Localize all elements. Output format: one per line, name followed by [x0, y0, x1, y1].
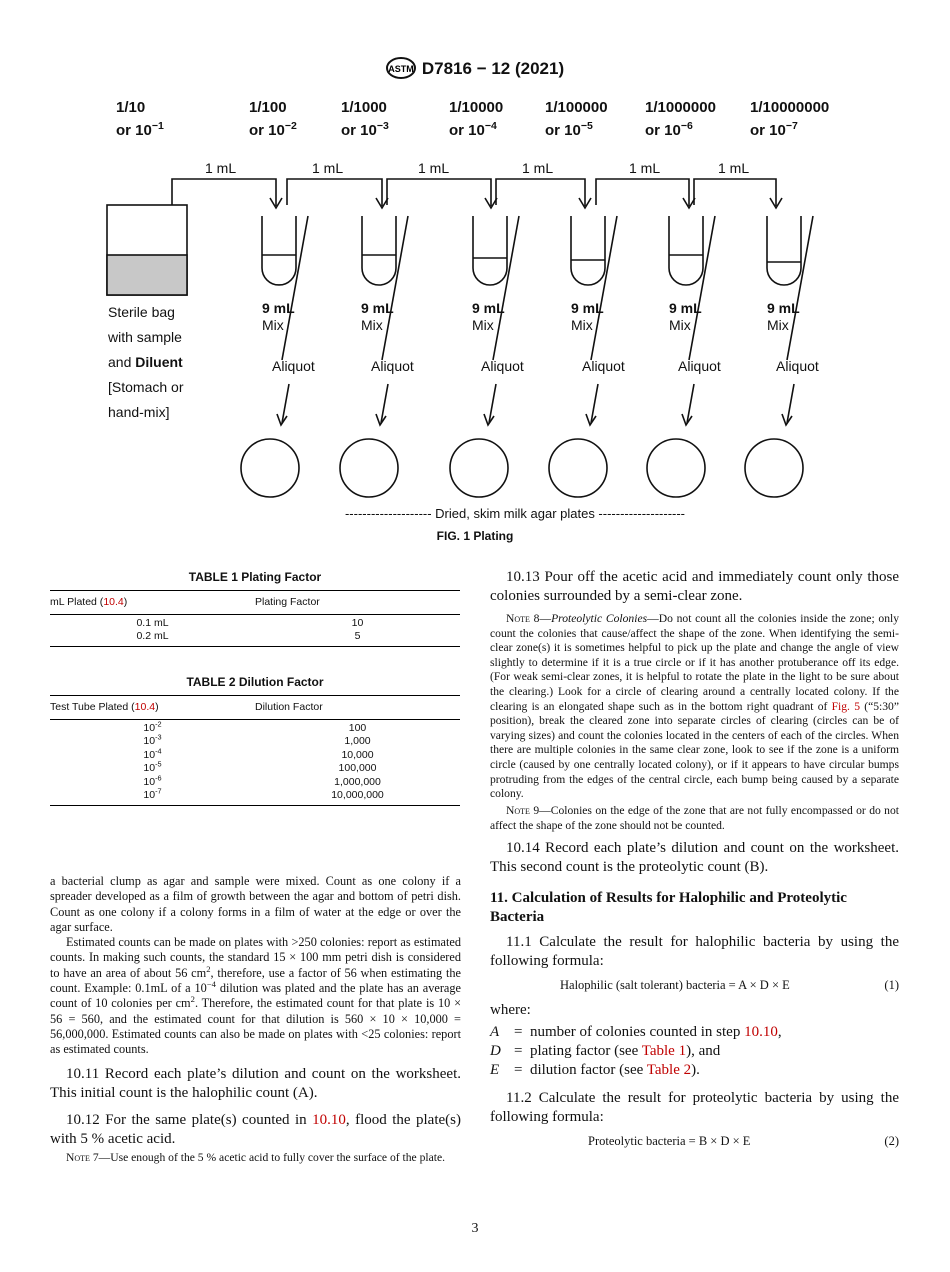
table-2 [50, 674, 460, 806]
test-tubes [262, 216, 813, 360]
left-column-text [50, 874, 461, 1165]
paragraph-11-2: 11.2 Calculate the result for proteolytic bacteria by using the following formula: [490, 1090, 899, 1126]
agar-plate [745, 439, 803, 497]
paragraph-10-13: 10.13 Pour off the acetic acid and immediately count only those colonies surrounded by a semi-clear zone. [490, 569, 899, 604]
dilution-label: 1/100000 or $10^{-5}$ [545, 99, 608, 139]
table-row: $10^{-5}$ 100,000 [143, 759, 377, 774]
definition-row: A = number of colonies counted in step 10.10, [490, 1024, 782, 1041]
section-link[interactable]: 10.10 [744, 1024, 778, 1041]
note-8: Note 8—Proteolytic Colonies—Do not count all the colonies inside the zone; only count the colonies that cause/affect the shape of the zone. When identifying the semi-clear zone(s) it is sometimes helpful to pick up the plate and change the angle of view slightly to determine if it is a true circle or if it has another protuberance off its edge. (For weak semi-clear zones, it is helpful to rotate the plate in the light to be sure about the clearing.) Look for a circle of clearing around a centrally located colony. If the clearing is an elongated shape such as in the bottom right quadrant of Fig. 5 (“5:30” position), break the cleared zone into separate circles of clearing (circles can be of varying sizes) and count the colonies located in the centers of each of the circles. When there are multiple colonies in the same clear zone, look to see if the zone is a uniform circle (caused by one centrally located colony), or if it appears to have circular bumps protruding from the edges of the central circle, each bump being caused by a separate colony. [490, 612, 900, 801]
tube-label: 9 mL Mix [571, 300, 604, 333]
tube-label: 9 mL Mix [361, 300, 394, 333]
definition-row: D = plating factor (see Table 1), and [490, 1043, 721, 1060]
paragraph-10-12: 10.12 For the same plate(s) counted in 10.10, flood the plate(s) with 5 % acetic acid. [50, 1111, 461, 1147]
tube-label: 9 mL Mix [262, 300, 295, 333]
dilution-label: 1/1000 or $10^{-3}$ [341, 99, 389, 139]
agar-plate [549, 439, 607, 497]
table-row: 0.2 mL 5 [50, 630, 460, 646]
table-row: $10^{-4}$ 10,000 [143, 746, 374, 761]
table-link[interactable]: Table 2 [646, 1062, 692, 1079]
table-link[interactable]: Table 1 [641, 1043, 687, 1060]
definition-row: E = dilution factor (see Table 2). [490, 1062, 700, 1079]
right-column-text [490, 568, 899, 1153]
agar-plate [340, 439, 398, 497]
sterile-bag [107, 205, 187, 295]
table-header: Plating Factor [255, 591, 460, 615]
tube-label: 9 mL Mix [767, 300, 800, 333]
note-9: Note 9—Colonies on the edge of the zone that are not fully encompassed or do not affect the shape of the zone should not be counted. [490, 803, 899, 832]
dilution-label: 1/10000 or $10^{-4}$ [449, 99, 504, 139]
figure-link[interactable]: Fig. 5 [831, 699, 860, 713]
section-link[interactable]: 10.4 [103, 596, 124, 608]
table-1 [50, 569, 460, 647]
transfer-label: 1 mL [522, 160, 554, 176]
table-title: TABLE 2 Dilution Factor [186, 675, 324, 689]
table-header: Dilution Factor [255, 696, 460, 720]
aliquot-label: Aliquot [272, 358, 315, 374]
transfer-label: 1 mL [629, 160, 661, 176]
dilution-label: 1/1000000 or $10^{-6}$ [645, 99, 716, 139]
figure-1-plating [0, 0, 950, 560]
plating-diagram [0, 0, 950, 560]
equation-2: Proteolytic bacteria = B × D × E (2) [588, 1134, 899, 1149]
table-row: $10^{-3}$ 1,000 [143, 732, 371, 747]
equation-1: Halophilic (salt tolerant) bacteria = A × D × E (1) [560, 978, 899, 993]
variable-definitions [490, 1023, 899, 1080]
table-row: $10^{-2}$ 100 [143, 719, 367, 734]
aliquot-label: Aliquot [481, 358, 524, 374]
aliquot-label: Aliquot [371, 358, 414, 374]
figure-caption: FIG. 1 Plating [436, 529, 514, 543]
dilution-label: 1/100 or $10^{-2}$ [249, 99, 297, 139]
paragraph-11-1: 11.1 Calculate the result for halophilic bacteria by using the following formula: [490, 934, 899, 970]
section-11-heading: 11. Calculation of Results for Halophilic and Proteolytic Bacteria [490, 890, 847, 926]
paragraph-10-14: 10.14 Record each plate’s dilution and count on the worksheet. This second count is the proteolytic count (B). [490, 840, 899, 876]
aliquot-arrows [277, 384, 794, 425]
bag-description: Sterile bag with sample and Diluent [Stomach or hand-mix] [108, 304, 184, 420]
standard-designation: D7816 − 12 (2021) [421, 59, 565, 78]
agar-plates [241, 439, 803, 497]
paragraph-10-11: 10.11 Record each plate’s dilution and count on the worksheet. This initial count is the halophilic count (A). [50, 1065, 461, 1101]
plates-label: -------------------- Dried, skim milk agar plates -------------------- [344, 506, 686, 521]
aliquot-label: Aliquot [776, 358, 819, 374]
table-header: Test Tube Plated (10.4) [50, 696, 255, 720]
paragraph: a bacterial clump as agar and sample were mixed. Count as one colony if a spreader developed as a film of growth between the agar and bottom of petri dish. Count as one colony if a colony forms in a film of water at the edge or over the agar surface. [50, 874, 461, 934]
agar-plate [241, 439, 299, 497]
table-title: TABLE 1 Plating Factor [188, 570, 322, 584]
paragraph: Estimated counts can be made on plates with >250 colonies: report as estimated counts. In making such counts, the standard 15 × 100 mm petri dish is considered to have an area of about 56 $cm^2$, therefore, use a factor of 56 when estimating the count. Example: 0.1mL of a $10^{-4}$ dilution was plated and the plate has an average count of 10 colonies per $cm^2$. Therefore, the estimated count for that plate is 10 × 56 = 560, and the estimated count for that dilution is 560 × 10 × 10,000 = 56,000,000. Estimated counts can also be made on plates with <25 colonies: report as estimated counts. [50, 935, 462, 1057]
table-row: 0.1 mL 10 [136, 616, 364, 629]
dilution-label: 1/10 or $10^{-1}$ [116, 99, 164, 139]
agar-plate [450, 439, 508, 497]
table-row: $10^{-6}$ 1,000,000 [143, 773, 381, 788]
section-link[interactable]: 10.4 [134, 701, 156, 713]
tube-label: 9 mL Mix [669, 300, 702, 333]
tube-label: 9 mL Mix [472, 300, 505, 333]
section-link[interactable]: 10.10 [312, 1111, 346, 1128]
agar-plate [647, 439, 705, 497]
transfer-label: 1 mL [312, 160, 344, 176]
transfer-label: 1 mL [718, 160, 750, 176]
dilution-label: 1/10000000 or $10^{-7}$ [750, 99, 830, 139]
aliquot-label: Aliquot [678, 358, 721, 374]
transfer-arrows [172, 179, 782, 208]
where-label: where: [490, 1002, 531, 1019]
note-7: Note 7—Use enough of the 5 % acetic acid to fully cover the surface of the plate. [66, 1150, 446, 1164]
table-row: $10^{-7}$ 10,000,000 [50, 789, 460, 805]
page-number: 3 [471, 1221, 479, 1236]
aliquot-label: Aliquot [582, 358, 625, 374]
transfer-label: 1 mL [418, 160, 450, 176]
table-header: mL Plated (10.4) [50, 591, 255, 615]
transfer-label: 1 mL [205, 160, 237, 176]
svg-text:ASTM: ASTM [388, 64, 414, 74]
